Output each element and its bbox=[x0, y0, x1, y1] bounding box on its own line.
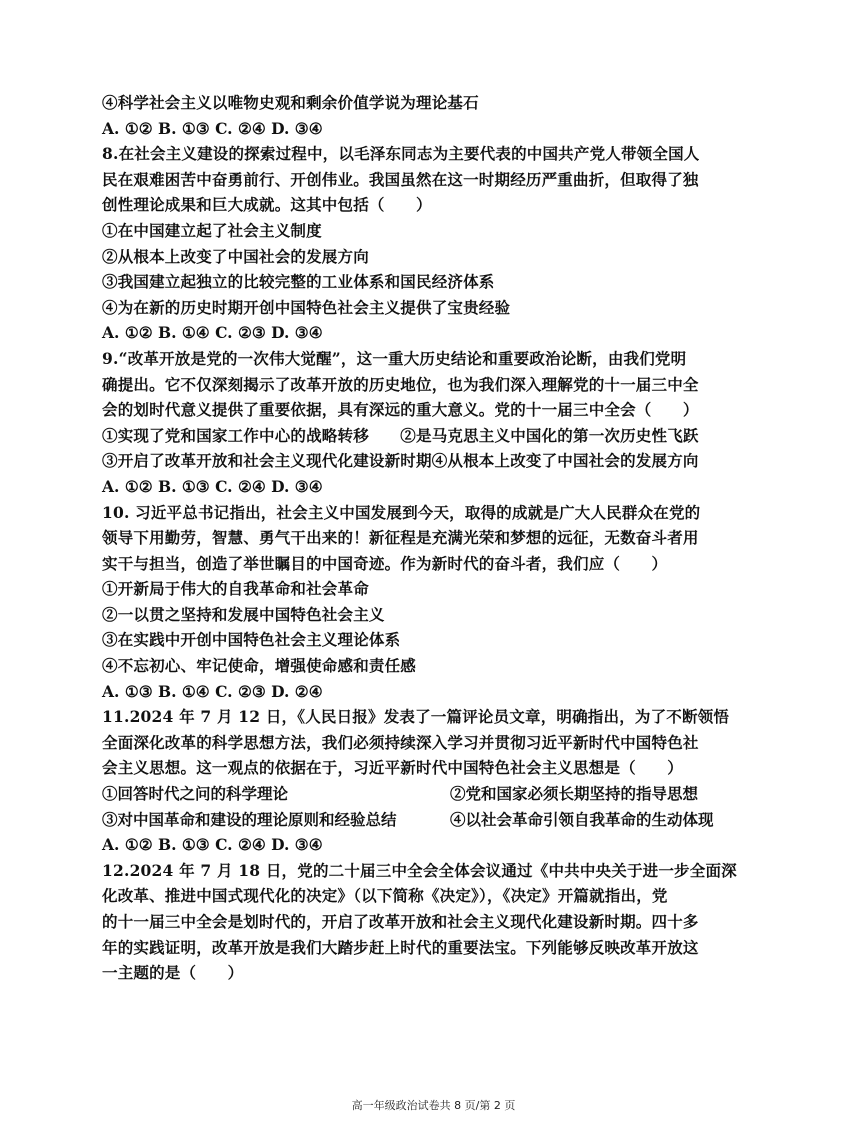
q9-stem-line-3: 会的划时代意义提供了重要依据，具有深远的重大意义。党的十一届三中全会（ ） bbox=[102, 400, 699, 420]
q11-stem-line-3: 会主义思想。这一观点的依据在于，习近平新时代中国特色社会主义思想是（ ） bbox=[102, 758, 683, 778]
q10-option-4: ④不忘初心、牢记使命，增强使命感和责任感 bbox=[102, 656, 417, 676]
q8-stem-line-2: 民在艰难困苦中奋勇前行、开创伟业。我国虽然在这一时期经历严重曲折，但取得了独 bbox=[102, 169, 699, 189]
q10-stem-line-1: 10. 习近平总书记指出，社会主义中国发展到今天，取得的成就是广大人民群众在党的 bbox=[102, 502, 701, 522]
q11-stem-line-2: 全面深化改革的科学思想方法，我们必须持续深入学习并贯彻习近平新时代中国特色社 bbox=[102, 732, 699, 752]
q7-option-4: ④科学社会主义以唯物史观和剩余价值学说为理论基石 bbox=[102, 93, 479, 112]
q8-stem-line-3: 创性理论成果和巨大成就。这其中包括（ ） bbox=[102, 195, 432, 215]
q9-stem-line-2: 确提出。它不仅深刻揭示了改革开放的历史地位，也为我们深入理解党的十一届三中全 bbox=[102, 374, 699, 394]
q12-stem-line-5: 一主题的是（ ） bbox=[102, 963, 244, 983]
q10-answer-choices: A. ①③ B. ①④ C. ②③ D. ②④ bbox=[102, 681, 323, 701]
page-footer: 高一年级政治试卷共 8 页/第 2 页 bbox=[351, 1099, 516, 1112]
q10-option-2: ②一以贯之坚持和发展中国特色社会主义 bbox=[102, 604, 385, 624]
q10-stem-line-3: 实干与担当，创造了举世瞩目的中国奇迹。作为新时代的奋斗者，我们应（ ） bbox=[102, 553, 668, 573]
q11-options-row-1 bbox=[102, 781, 752, 807]
q9-options-1-2: ①实现了党和国家工作中心的战略转移 ②是马克思主义中国化的第一次历史性飞跃 bbox=[102, 425, 699, 445]
q11-answer-choices: A. ①② B. ①③ C. ②④ D. ③④ bbox=[102, 835, 323, 855]
q9-answer-choices: A. ①② B. ①③ C. ②④ D. ③④ bbox=[102, 476, 323, 496]
q10-option-1: ①开新局于伟大的自我革命和社会革命 bbox=[102, 579, 369, 599]
q11-option-4: ④以社会革命引领自我革命的生动体现 bbox=[450, 809, 714, 829]
q12-stem-line-2: 化改革、推进中国式现代化的决定》（以下简称《决定》），《决定》开篇就指出，党 bbox=[102, 886, 668, 906]
q12-stem-line-1: 12.2024 年 7 月 18 日，党的二十届三中全会全体会议通过《中共中央关于进一步全面深 bbox=[102, 860, 737, 880]
q8-option-3: ③我国建立起独立的比较完整的工业体系和国民经济体系 bbox=[102, 272, 495, 292]
q10-option-3: ③在实践中开创中国特色社会主义理论体系 bbox=[102, 630, 401, 650]
q8-option-2: ②从根本上改变了中国社会的发展方向 bbox=[102, 246, 369, 266]
q9-options-3-4: ③开启了改革开放和社会主义现代化建设新时期④从根本上改变了中国社会的发展方向 bbox=[102, 451, 699, 471]
q9-stem-line-1: 9.“改革开放是党的一次伟大觉醒”，这一重大历史结论和重要政治论断，由我们党明 bbox=[102, 348, 687, 368]
q8-stem-line-1: 8.在社会主义建设的探索过程中，以毛泽东同志为主要代表的中国共产党人带领全国人 bbox=[102, 144, 700, 164]
q11-options-row-2 bbox=[102, 807, 752, 833]
q11-option-1: ①回答时代之问的科学理论 bbox=[102, 784, 289, 804]
q11-option-2: ②党和国家必须长期坚持的指导思想 bbox=[450, 784, 699, 804]
page-content bbox=[102, 90, 752, 986]
q12-stem-line-4: 年的实践证明，改革开放是我们大踏步赶上时代的重要法宝。下列能够反映改革开放这 bbox=[102, 937, 699, 957]
q8-option-4: ④为在新的历史时期开创中国特色社会主义提供了宝贵经验 bbox=[102, 297, 511, 317]
q7-answer-choices: A. ①② B. ①③ C. ②④ D. ③④ bbox=[102, 118, 323, 138]
q11-stem-line-1: 11.2024 年 7 月 12 日，《人民日报》发表了一篇评论员文章，明确指出，为了不断领悟 bbox=[102, 707, 730, 727]
q10-stem-line-2: 领导下用勤劳，智慧、勇气干出来的！新征程是充满光荣和梦想的远征，无数奋斗者用 bbox=[102, 528, 699, 548]
q12-stem-line-3: 的十一届三中全会是划时代的，开启了改革开放和社会主义现代化建设新时期。四十多 bbox=[102, 912, 699, 931]
q8-option-1: ①在中国建立起了社会主义制度 bbox=[102, 220, 322, 240]
q11-option-3: ③对中国革命和建设的理论原则和经验总结 bbox=[102, 809, 397, 829]
q8-answer-choices: A. ①② B. ①④ C. ②③ D. ③④ bbox=[102, 323, 323, 343]
